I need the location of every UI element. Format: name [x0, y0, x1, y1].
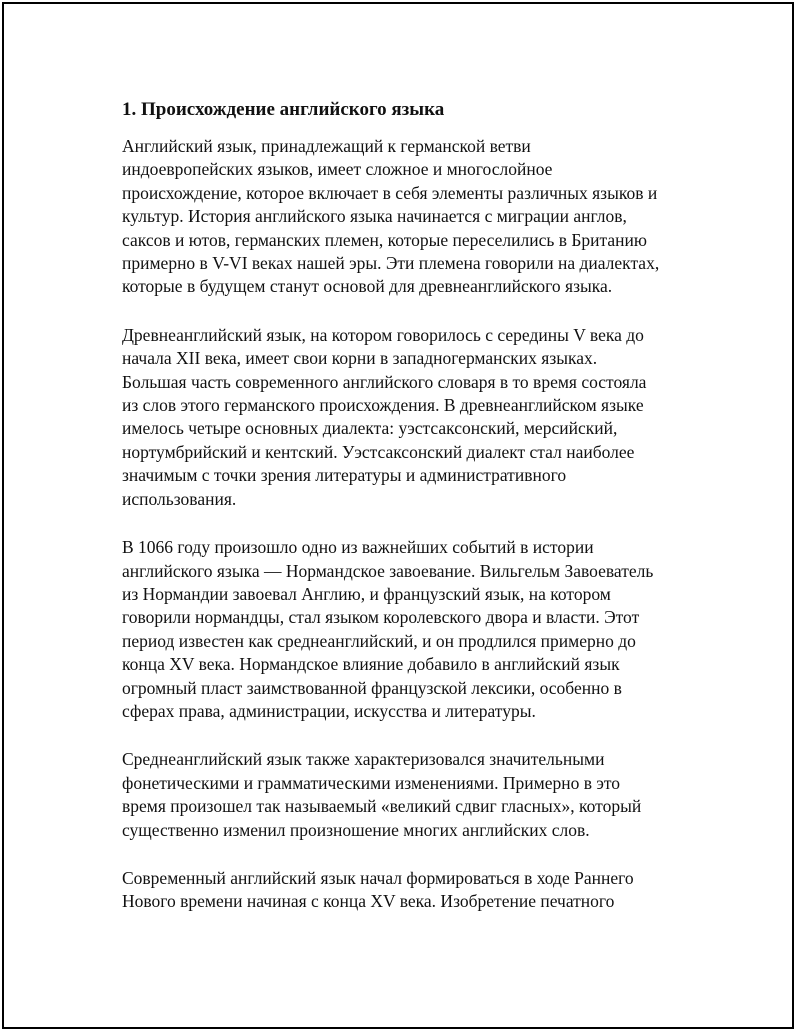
text-line: В 1066 году произошло одно из важнейших событий в истории: [122, 537, 594, 558]
document-page: [2, 2, 794, 1029]
text-line: Английский язык, принадлежащий к германской ветви: [122, 136, 531, 156]
text-line: нортумбрийский и кентский. Уэстсаксонский диалект стал наиболее: [122, 441, 635, 462]
text-line: начала XII века, имеет свои корни в западногерманских языках.: [122, 348, 598, 369]
text-line: индоевропейских языков, имеет сложное и многослойное: [122, 159, 553, 180]
paragraph-middle-english: [122, 748, 712, 842]
text-line: время произошел так называемый «великий сдвиг гласных», который: [122, 796, 642, 817]
text-line: говорили нормандцы, стал языком королевского двора и власти. Этот: [122, 607, 640, 628]
paragraph-modern-english: [122, 867, 712, 914]
text-line: Среднеанглийский язык также характеризовался значительными: [122, 749, 605, 770]
text-line: использования.: [122, 488, 237, 509]
text-line: сферах права, администрации, искусства и литературы.: [122, 700, 536, 721]
text-line: Большая часть современного английского словаря в то время состояла: [122, 371, 647, 392]
text-line: значимым с точки зрения литературы и административного: [122, 465, 567, 486]
document-content: [122, 97, 712, 939]
text-line: огромный пласт заимствованной французской лексики, особенно в: [122, 677, 622, 698]
text-line: конца XV века. Нормандское влияние добавило в английский язык: [122, 654, 620, 675]
paragraph-origin: [122, 135, 712, 299]
text-line: Нового времени начиная с конца XV века. Изобретение печатного: [122, 891, 615, 912]
text-line: Современный английский язык начал формироваться в ходе Раннего: [122, 867, 634, 888]
text-line: культур. История английского языка начинается с миграции англов,: [122, 206, 627, 227]
text-line: английского языка — Нормандское завоевание. Вильгельм Завоеватель: [122, 560, 654, 581]
text-line: из Нормандии завоевал Англию, и французский язык, на котором: [122, 583, 611, 604]
text-line: Древнеанглийский язык, на котором говорилось с середины V века до: [122, 324, 644, 345]
text-line: из слов этого германского происхождения. В древнеанглийском языке: [122, 395, 644, 416]
text-line: саксов и ютов, германских племен, которые переселились в Британию: [122, 229, 647, 250]
text-line: которые в будущем станут основой для древнеанглийского языка.: [122, 276, 613, 297]
text-line: фонетическими и грамматическими изменениями. Примерно в это: [122, 772, 621, 793]
text-line: имелось четыре основных диалекта: уэстсаксонский, мерсийский,: [122, 418, 618, 439]
paragraph-norman-conquest: [122, 536, 712, 723]
text-line: существенно изменил произношение многих английских слов.: [122, 819, 590, 840]
text-line: происхождение, которое включает в себя элементы различных языков и: [122, 182, 658, 203]
paragraph-old-english: [122, 324, 712, 511]
text-line: период известен как среднеанглийский, и он продлился примерно до: [122, 630, 636, 651]
text-line: примерно в V-VI веках нашей эры. Эти племена говорили на диалектах,: [122, 253, 660, 274]
document-title: 1. Происхождение английского языка: [122, 99, 445, 120]
